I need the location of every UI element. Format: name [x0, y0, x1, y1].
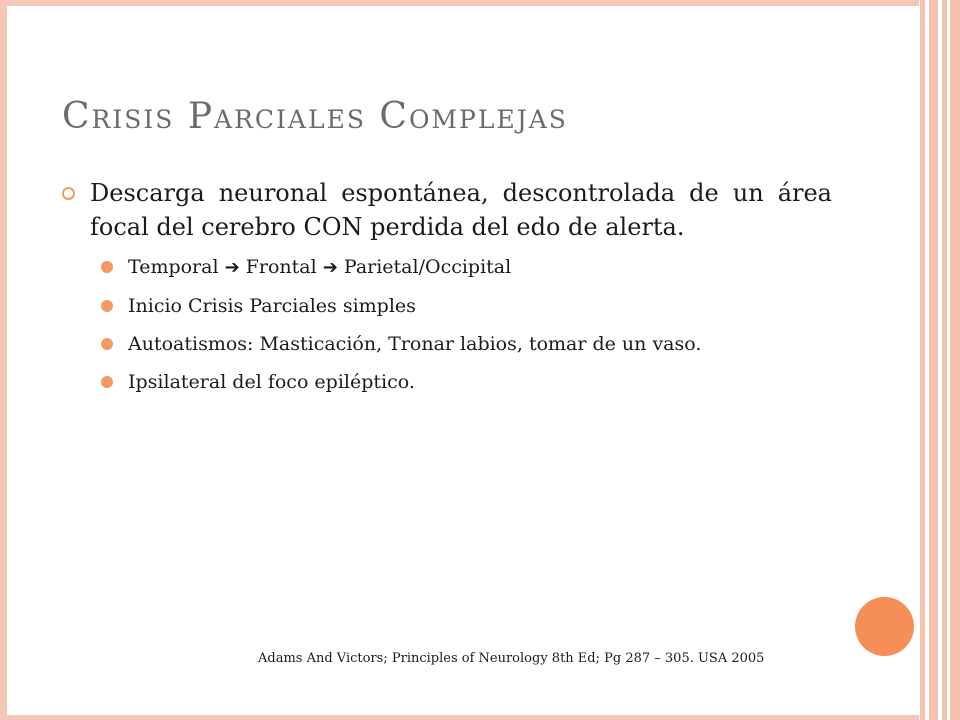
sub-bullet-3: [62, 329, 832, 359]
slide-border-bottom: [0, 715, 920, 720]
sub-bullet-1: [62, 252, 832, 283]
citation: Adams And Victors; Principles of Neurology 8th Ed; Pg 287 – 305. USA 2005: [258, 651, 765, 666]
ring-bullet-icon: [62, 187, 75, 200]
stripe: [929, 0, 938, 720]
sub-bullet-1-part2: Frontal: [239, 256, 323, 278]
dot-bullet-icon: [101, 261, 113, 273]
slide-border-top: [0, 0, 960, 6]
bullet-list: [62, 176, 832, 405]
sub-bullet-4: [62, 367, 832, 397]
main-bullet: [62, 176, 832, 244]
sub-bullet-1-part1: Temporal: [128, 256, 225, 278]
slide-border-left: [0, 0, 7, 720]
sub-bullet-2: [62, 291, 832, 321]
sub-bullet-3-text: Autoatismos: Masticación, Tronar labios, tomar de un vaso.: [128, 333, 702, 355]
stripe: [950, 0, 960, 720]
sub-bullet-2-text: Inicio Crisis Parciales simples: [128, 295, 416, 317]
stripe: [920, 0, 925, 720]
sub-bullet-4-text: Ipsilateral del foco epiléptico.: [128, 371, 415, 393]
stripe: [942, 0, 947, 720]
dot-bullet-icon: [101, 376, 113, 388]
slide-title: Crisis Parciales Complejas: [62, 96, 568, 137]
decorative-circle: [855, 597, 914, 656]
dot-bullet-icon: [101, 338, 113, 350]
arrow-right-icon: ➔: [224, 257, 240, 278]
sub-bullet-1-part3: Parietal/Occipital: [337, 256, 512, 278]
arrow-right-icon: ➔: [322, 257, 338, 278]
dot-bullet-icon: [101, 300, 113, 312]
main-bullet-text: Descarga neuronal espontánea, descontrolada de un área focal del cerebro CON perdida del edo de alerta.: [90, 179, 832, 241]
decorative-stripes: [919, 0, 960, 720]
